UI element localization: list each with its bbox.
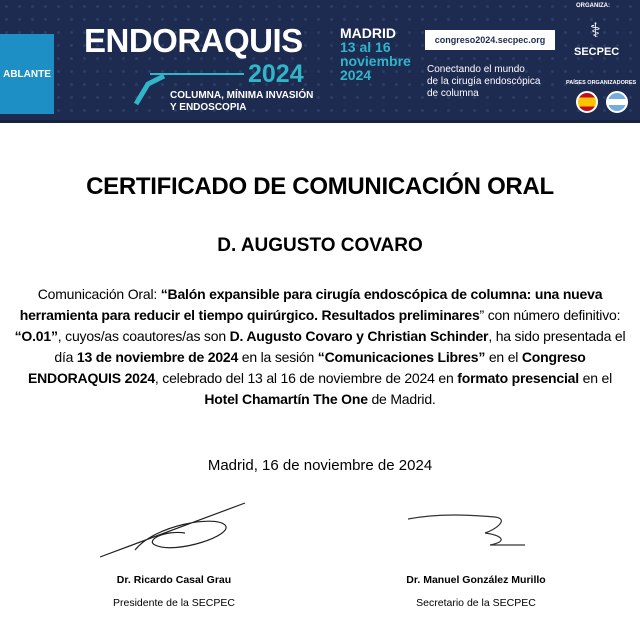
subtitle-line: Y ENDOSCOPIA [170, 102, 247, 113]
signature-1 [95, 495, 255, 565]
date-place: Madrid, 16 de noviembre de 2024 [207, 457, 433, 474]
slogan-line: de la cirugía endoscópica [427, 76, 541, 87]
certificate-title: CERTIFICADO DE COMUNICACIÓN ORAL [86, 173, 554, 200]
congress-title: ENDORAQUIS [84, 22, 303, 59]
text: Comunicación Oral: [37, 286, 161, 302]
argentina-flag-icon [606, 91, 628, 113]
secpec-logo-icon: ⚕ [590, 20, 601, 42]
text: , celebrado del 13 al 16 de noviembre de 2024 en [154, 370, 454, 386]
signer-name: Dr. Manuel González Murillo [406, 574, 546, 586]
bold-text: 13 de noviembre de 2024 [76, 349, 239, 365]
text: , ha sido presentada el día [54, 328, 626, 365]
slogan [427, 64, 540, 100]
slogan-line: Conectando el mundo [427, 64, 525, 75]
bold-text: Congreso ENDORAQUIS 2024 [27, 349, 586, 386]
countries-label: PAÍSES ORGANIZADORES [566, 80, 637, 86]
bold-text: D. Augusto Covaro y Christian Schinder [229, 328, 489, 344]
subtitle-line: COLUMNA, MÍNIMA INVASIÓN [170, 90, 314, 101]
website-link[interactable]: congreso2024.secpec.org [425, 30, 555, 50]
text: en la sesión [238, 349, 315, 365]
text: , cuyos/as coautores/as son [57, 328, 226, 344]
bold-text: para reducir el tiempo quirúrgico. Resultados preliminares [101, 307, 480, 323]
bold-text: “Comunicaciones Libres” [317, 349, 486, 365]
year: 2024 [340, 67, 372, 83]
signature-block-secretary [346, 574, 606, 609]
text: de Madrid. [367, 391, 436, 407]
bold-text: Hotel Chamartín The One [204, 391, 368, 407]
congress-subtitle [170, 90, 313, 114]
dates: 13 al 16 [340, 39, 391, 55]
secpec-logo-text: SECPEC [574, 46, 620, 58]
endoscope-icon [128, 70, 168, 110]
signature-block-president [44, 574, 304, 609]
signer-role: Presidente de la SECPEC [113, 597, 235, 609]
signature-2 [400, 505, 540, 555]
bold-text: “Balón expansible para cirugía endoscópica de columna: una nueva herramienta [19, 286, 603, 323]
signer-name: Dr. Ricardo Casal Grau [116, 574, 232, 586]
congress-year: 2024 [248, 60, 304, 88]
congress-banner [0, 0, 640, 123]
role-tag: ABLANTE [0, 34, 54, 114]
slogan-line: de columna [427, 88, 479, 99]
bold-text: “O.01” [14, 328, 58, 344]
recipient-name: D. AUGUSTO COVARO [217, 235, 423, 256]
organiza-label: ORGANIZA: [576, 3, 610, 9]
signer-role: Secretario de la SECPEC [416, 597, 536, 609]
text: en el [578, 370, 612, 386]
bold-text: formato presencial [457, 370, 579, 386]
month: noviembre [340, 53, 411, 69]
certificate-body [12, 284, 628, 410]
text: en el [485, 349, 522, 365]
text: ” con número definitivo: [479, 307, 621, 323]
spain-flag-icon [576, 91, 598, 113]
event-location-dates [340, 26, 411, 82]
city: MADRID [340, 25, 396, 41]
